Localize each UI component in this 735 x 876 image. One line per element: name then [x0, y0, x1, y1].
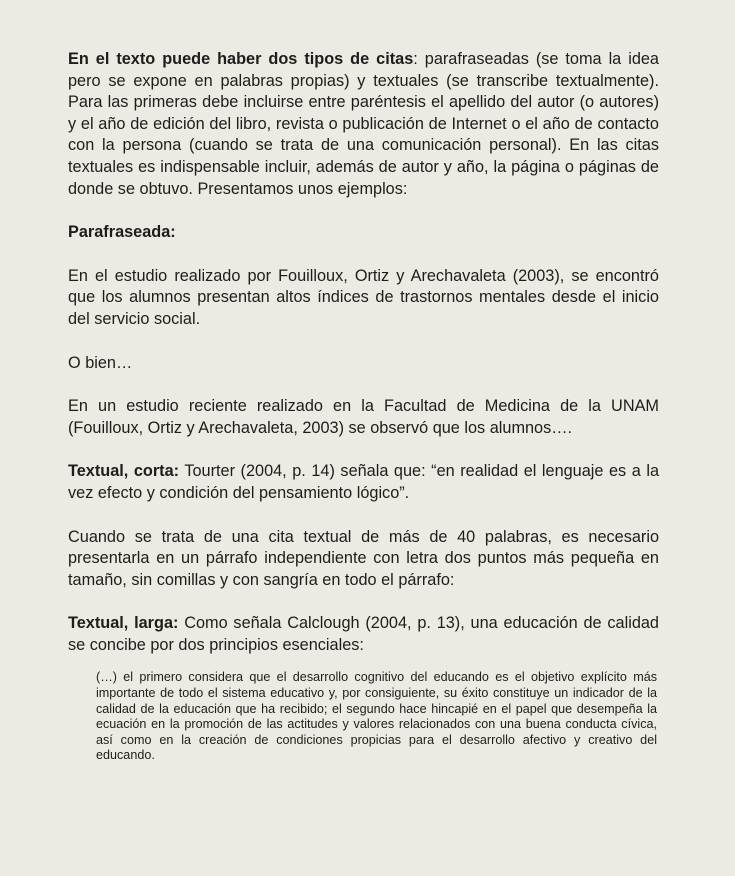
short-textual-paragraph [68, 461, 659, 504]
long-textual-label: Textual, larga: [68, 614, 179, 633]
intro-bold-lead: En el texto puede haber dos tipos de citas [68, 50, 414, 68]
paraphrase-example-2: En un estudio reciente realizado en la Facultad de Medicina de la UNAM (Fouilloux, Ortiz y Arechavaleta, 2003) se observó que los alumnos…. [68, 397, 659, 437]
long-citation-rule: Cuando se trata de una cita textual de más de 40 palabras, es necesario presentarla en un párrafo independiente con letra dos puntos más pequeña en tamaño, sin comillas y con sangría en todo el párrafo: [68, 527, 659, 589]
paraphrase-heading: Parafraseada: [68, 223, 176, 242]
block-quote: (…) el primero considera que el desarrollo cognitivo del educando es el objetivo explícito más importante de todo el sistema educativo y, por consiguiente, su éxito constituye un indicador de la calidad de la educación que ha recibido; el segundo hace hincapié en el papel que desempeña la ecuación en la promoción de las actitudes y valores relacionados con una buena conducta cívica, así como en la creación de condiciones propicias para el desarrollo afectivo y creativo del educando. [96, 670, 657, 763]
document-page [68, 49, 659, 764]
or-else-text: O bien… [68, 353, 133, 372]
paraphrase-example-1: En el estudio realizado por Fouilloux, Ortiz y Arechavaleta (2003), se encontró que los alumnos presentan altos índices de trastornos mentales desde el inicio del servicio social. [68, 266, 659, 328]
intro-text: : parafraseadas (se toma la idea pero se expone en palabras propias) y textuales (se transcribe textualmente). Para las primeras debe incluirse entre paréntesis el apellido del autor (o autores) y el año de edición del libro, revista o publicación de Internet o el año de contacto con la persona (cuando se trata de una comunicación personal). En las citas textuales es indispensable incluir, además de autor y año, la página o páginas de donde se obtuvo. Presentamos unos ejemplos: [68, 50, 659, 198]
intro-paragraph [68, 49, 659, 200]
short-textual-label: Textual, corta: [68, 462, 180, 481]
short-textual-text: Tourter (2004, p. 14) señala que: “en realidad el lenguaje es a la vez efecto y condición del pensamiento lógico”. [68, 462, 659, 502]
long-textual-text: Como señala Calclough (2004, p. 13), una educación de calidad se concibe por dos principios esenciales: [68, 614, 659, 654]
long-textual-paragraph [68, 613, 659, 656]
